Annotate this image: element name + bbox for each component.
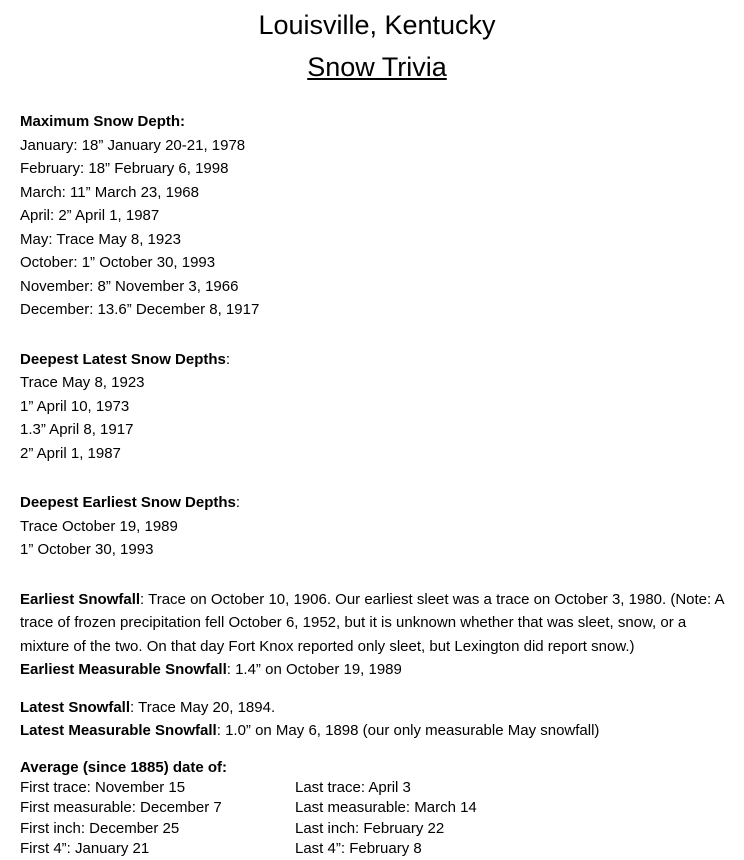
average-last-item: Last trace: April 3 bbox=[295, 778, 411, 796]
max-depth-item: January: 18” January 20-21, 1978 bbox=[20, 136, 246, 154]
max-depth-section bbox=[20, 110, 734, 322]
latest-depth-item: 1.3” April 8, 1917 bbox=[20, 421, 134, 438]
latest-depths-heading: Deepest Latest Snow Depths bbox=[20, 350, 226, 368]
latest-depth-item: 1” April 10, 1973 bbox=[20, 397, 130, 415]
heading-colon: : bbox=[225, 350, 231, 368]
averages-heading: Average (since 1885) date of: bbox=[20, 758, 228, 776]
averages-grid bbox=[20, 778, 734, 860]
average-first-item: First inch: December 25 bbox=[20, 819, 180, 837]
earliest-depths-heading-line bbox=[20, 491, 734, 515]
max-depth-item: May: Trace May 8, 1923 bbox=[20, 230, 181, 248]
latest-measurable-text: : 1.0” on May 6, 1898 (our only measurable May snowfall) bbox=[216, 722, 600, 739]
latest-depths-heading-line bbox=[20, 348, 734, 372]
average-last-item: Last 4”: February 8 bbox=[295, 840, 422, 857]
earliest-snowfall-paragraph bbox=[20, 588, 734, 659]
average-last-item: Last measurable: March 14 bbox=[295, 799, 477, 816]
earliest-depth-item: 1” October 30, 1993 bbox=[20, 541, 154, 558]
latest-snowfall-section bbox=[20, 696, 734, 743]
max-depth-item: December: 13.6” December 8, 1917 bbox=[20, 301, 260, 318]
earliest-depth-item: Trace October 19, 1989 bbox=[20, 517, 178, 535]
max-depth-item: February: 18” February 6, 1998 bbox=[20, 160, 229, 177]
latest-depths-section bbox=[20, 348, 734, 466]
latest-snowfall-paragraph bbox=[20, 696, 734, 720]
earliest-snowfall-text: : Trace on October 10, 1906. Our earliest sleet was a trace on October 3, 1980. (Note: A trace of frozen precipitation fell October 6, 1952, but it is unknown whether that was sleet, snow, or a mixture of the two. On that day Fort Knox reported only sleet, but Lexington did report snow.) bbox=[20, 590, 724, 655]
averages-section bbox=[20, 757, 734, 860]
earliest-depths-section bbox=[20, 491, 734, 562]
earliest-depths-heading: Deepest Earliest Snow Depths bbox=[20, 494, 236, 511]
latest-measurable-label: Latest Measurable Snowfall bbox=[20, 722, 217, 739]
earliest-measurable-label: Earliest Measurable Snowfall bbox=[20, 661, 227, 678]
earliest-measurable-paragraph bbox=[20, 658, 734, 682]
average-first-item: First 4”: January 21 bbox=[20, 840, 150, 857]
latest-snowfall-text: : Trace May 20, 1894. bbox=[130, 698, 276, 716]
latest-depth-item: 2” April 1, 1987 bbox=[20, 444, 121, 462]
earliest-snowfall-label: Earliest Snowfall bbox=[20, 590, 141, 608]
latest-measurable-paragraph bbox=[20, 719, 734, 743]
average-first-item: First trace: November 15 bbox=[20, 778, 186, 796]
page-title: Louisville, Kentucky bbox=[258, 10, 496, 40]
max-depth-item: October: 1” October 30, 1993 bbox=[20, 254, 216, 271]
max-depth-heading: Maximum Snow Depth: bbox=[20, 113, 186, 130]
average-first-item: First measurable: December 7 bbox=[20, 799, 222, 816]
max-depth-item: March: 11” March 23, 1968 bbox=[20, 183, 199, 201]
latest-depth-item: Trace May 8, 1923 bbox=[20, 374, 145, 391]
max-depth-item: November: 8” November 3, 1966 bbox=[20, 277, 239, 295]
earliest-snowfall-section bbox=[20, 588, 734, 682]
latest-snowfall-label: Latest Snowfall bbox=[20, 698, 131, 716]
average-last-item: Last inch: February 22 bbox=[295, 819, 445, 837]
heading-colon: : bbox=[235, 494, 241, 511]
page-subtitle: Snow Trivia bbox=[307, 52, 447, 82]
max-depth-item: April: 2” April 1, 1987 bbox=[20, 207, 160, 224]
earliest-measurable-text: : 1.4” on October 19, 1989 bbox=[226, 661, 402, 678]
